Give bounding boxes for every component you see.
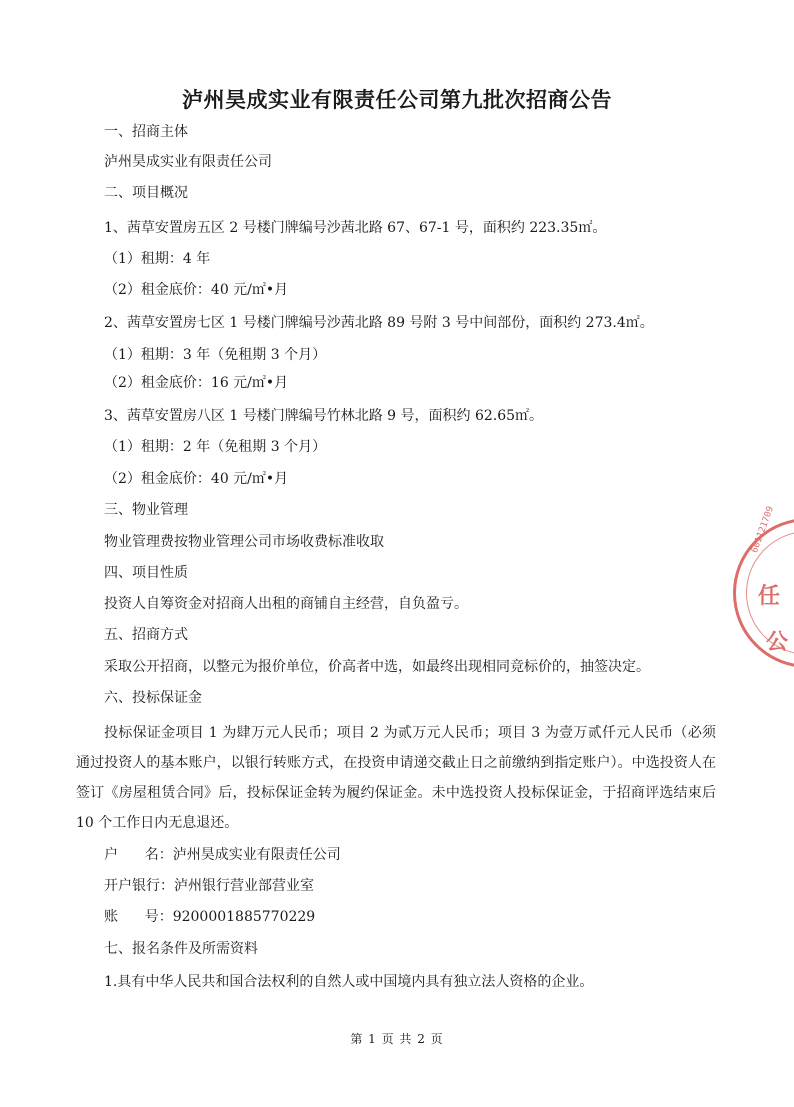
item2-term: （1）租期：3 年（免租期 3 个月） [104,347,327,363]
section6-heading: 六、投标保证金 [104,690,202,706]
item3-desc: 3、茜草安置房八区 1 号楼门牌编号竹林北路 9 号，面积约 62.65㎡。 [104,408,544,424]
item2-desc: 2、茜草安置房七区 1 号楼门牌编号沙茜北路 89 号附 3 号中间部份，面积约 273.4㎡。 [104,315,654,331]
bank-name: 开户银行：泸州银行营业部营业室 [104,878,314,894]
item1-desc: 1、茜草安置房五区 2 号楼门牌编号沙茜北路 67、67-1 号，面积约 223.35㎡。 [104,220,607,236]
section5-body: 采取公开招商，以整元为报价单位，价高者中选，如最终出现相同竞标价的，抽签决定。 [104,659,650,675]
section1-heading: 一、招商主体 [104,124,188,140]
section4-heading: 四、项目性质 [104,565,188,581]
account-number: 账 号：9200001885770229 [104,909,316,925]
section1-body: 泸州昊成实业有限责任公司 [104,154,272,170]
item1-term: （1）租期：4 年 [104,251,211,267]
page-title: 泸州昊成实业有限责任公司第九批次招商公告 [182,88,612,112]
item1-price: （2）租金底价：40 元/㎡•月 [104,282,289,298]
section3-heading: 三、物业管理 [104,502,188,518]
seal-code: 601121709 [750,505,777,555]
section7-heading: 七、报名条件及所需资料 [104,941,258,957]
item3-price: （2）租金底价：40 元/㎡•月 [104,471,289,487]
item2-price: （2）租金底价：16 元/㎡•月 [104,375,289,391]
item3-term: （1）租期：2 年（免租期 3 个月） [104,439,327,455]
section6-body: 投标保证金项目 1 为肆万元人民币；项目 2 为贰万元人民币；项目 3 为壹万贰仟元人民币（必须通过投资人的基本账户，以银行转账方式，在投资申请递交截止日之前缴纳到指定账户）。中选投资人在签订《房屋租赁合同》后，投标保证金转为履约保证金。未中选投资人投标保证金，于招商评选结束后 10 个工作日内无息退还。 [76,725,716,831]
company-seal [733,505,794,668]
seal-char-1: 任 [758,584,781,609]
seal-char-2: 公 [766,630,789,655]
account-name: 户 名：泸州昊成实业有限责任公司 [104,847,341,863]
section5-heading: 五、招商方式 [104,627,188,643]
section3-body: 物业管理费按物业管理公司市场收费标准收取 [104,534,384,550]
page-footer: 第 1 页 共 2 页 [350,1032,444,1046]
section4-body: 投资人自筹资金对招商人出租的商铺自主经营，自负盈亏。 [104,596,468,612]
section7-item1: 1.具有中华人民共和国合法权利的自然人或中国境内具有独立法人资格的企业。 [104,974,594,990]
section2-heading: 二、项目概况 [104,185,188,201]
